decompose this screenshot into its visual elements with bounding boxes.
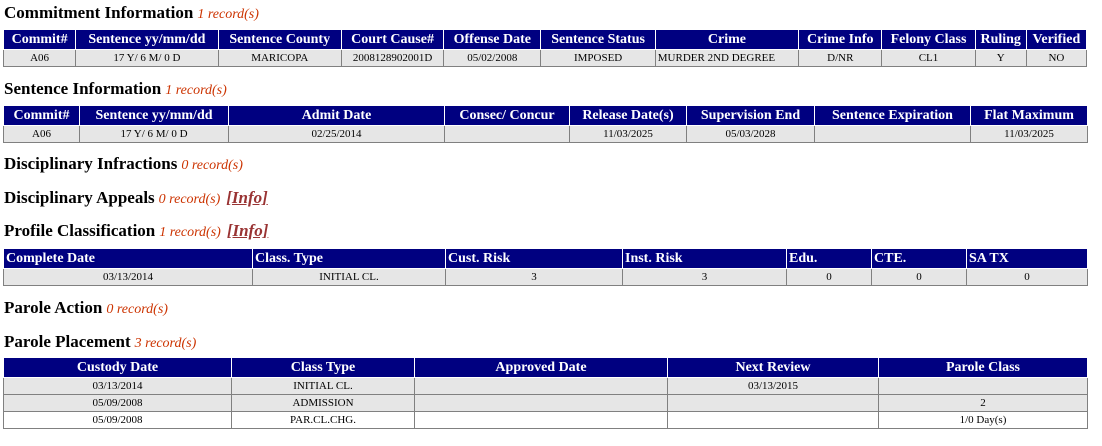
profile-col-edu: Edu. xyxy=(787,249,872,269)
sentence-title: Sentence Information xyxy=(4,79,162,98)
table-row xyxy=(4,269,1088,286)
sentence-col-commit: Commit# xyxy=(4,106,80,126)
table-cell-felony-class: CL1 xyxy=(882,50,975,67)
commitment-col-verified: Verified xyxy=(1026,30,1086,50)
commitment-col-commit: Commit# xyxy=(4,30,76,50)
table-cell-class-type: ADMISSION xyxy=(232,395,415,412)
sentence-col-consec-concur: Consec/ Concur xyxy=(445,106,570,126)
table-cell-sentence-expiration xyxy=(815,126,971,143)
disciplinary-appeals-heading xyxy=(4,187,268,207)
parole-action-record-count: 0 record(s) xyxy=(106,302,168,317)
parole-placement-record-count: 3 record(s) xyxy=(134,336,197,351)
table-cell-inst-risk: 3 xyxy=(623,269,787,286)
commitment-record-count: 1 record(s) xyxy=(197,7,259,22)
table-cell-admit-date: 02/25/2014 xyxy=(229,126,445,143)
table-cell-verified: NO xyxy=(1026,50,1086,67)
table-cell-ruling: Y xyxy=(975,50,1026,67)
disciplinary-infractions-heading xyxy=(4,153,243,173)
parole-placement-col-custody-date: Custody Date xyxy=(4,358,232,378)
parole-placement-header-row xyxy=(4,358,1088,378)
parole-placement-col-class-type: Class Type xyxy=(232,358,415,378)
table-cell-cte: 0 xyxy=(872,269,967,286)
commitment-col-felony-class: Felony Class xyxy=(882,30,975,50)
table-row xyxy=(4,126,1088,143)
table-cell-cust-risk: 3 xyxy=(446,269,623,286)
profile-col-class-type: Class. Type xyxy=(253,249,446,269)
table-cell-sentence-status: IMPOSED xyxy=(541,50,655,67)
profile-classification-title: Profile Classification xyxy=(4,221,156,240)
profile-col-cte: CTE. xyxy=(872,249,967,269)
table-row xyxy=(4,395,1088,412)
table-cell-class-type: INITIAL CL. xyxy=(232,378,415,395)
sentence-col-supervision-end: Supervision End xyxy=(687,106,815,126)
table-cell-release-date-s: 11/03/2025 xyxy=(570,126,687,143)
table-cell-supervision-end: 05/03/2028 xyxy=(687,126,815,143)
table-row xyxy=(4,378,1088,395)
parole-placement-col-approved-date: Approved Date xyxy=(415,358,668,378)
commitment-col-court-cause: Court Cause# xyxy=(341,30,443,50)
parole-placement-col-next-review: Next Review xyxy=(668,358,879,378)
parole-action-title: Parole Action xyxy=(4,298,103,317)
table-cell-custody-date: 05/09/2008 xyxy=(4,412,232,429)
table-cell-crime-info: D/NR xyxy=(799,50,882,67)
table-cell-crime: MURDER 2ND DEGREE xyxy=(655,50,798,67)
sentence-col-flat-maximum: Flat Maximum xyxy=(971,106,1088,126)
table-cell-custody-date: 03/13/2014 xyxy=(4,378,232,395)
disciplinary-appeals-record-count: 0 record(s) xyxy=(158,192,221,207)
parole-action-heading xyxy=(4,297,168,317)
commitment-table xyxy=(3,29,1087,67)
commitment-col-sentence-yy-mm-dd: Sentence yy/mm/dd xyxy=(76,30,218,50)
table-cell-parole-class: 1/0 Day(s) xyxy=(879,412,1088,429)
table-cell-next-review xyxy=(668,412,879,429)
table-cell-approved-date xyxy=(415,378,668,395)
table-cell-parole-class: 2 xyxy=(879,395,1088,412)
sentence-table xyxy=(3,105,1088,143)
profile-classification-record-count: 1 record(s) xyxy=(159,225,221,240)
parole-placement-col-parole-class: Parole Class xyxy=(879,358,1088,378)
commitment-col-crime-info: Crime Info xyxy=(799,30,882,50)
commitment-col-ruling: Ruling xyxy=(975,30,1026,50)
disciplinary-appeals-title: Disciplinary Appeals xyxy=(4,188,155,207)
profile-col-cust-risk: Cust. Risk xyxy=(446,249,623,269)
table-cell-class-type: INITIAL CL. xyxy=(253,269,446,286)
disciplinary-infractions-record-count: 0 record(s) xyxy=(181,158,243,173)
sentence-header-row xyxy=(4,106,1088,126)
commitment-title: Commitment Information xyxy=(4,3,194,22)
table-cell-edu: 0 xyxy=(787,269,872,286)
table-cell-sentence-yy-mm-dd: 17 Y/ 6 M/ 0 D xyxy=(76,50,218,67)
profile-header-row xyxy=(4,249,1088,269)
sentence-col-admit-date: Admit Date xyxy=(229,106,445,126)
table-cell-court-cause: 2008128902001D xyxy=(341,50,443,67)
table-cell-sentence-county: MARICOPA xyxy=(218,50,341,67)
table-cell-sentence-yy-mm-dd: 17 Y/ 6 M/ 0 D xyxy=(80,126,229,143)
table-cell-flat-maximum: 11/03/2025 xyxy=(971,126,1088,143)
profile-classification-table xyxy=(3,248,1088,286)
commitment-header-row xyxy=(4,30,1087,50)
table-cell-next-review xyxy=(668,395,879,412)
commitment-col-offense-date: Offense Date xyxy=(444,30,541,50)
commitment-section-heading xyxy=(4,2,259,22)
parole-placement-title: Parole Placement xyxy=(4,332,131,351)
sentence-col-release-date-s: Release Date(s) xyxy=(570,106,687,126)
profile-classification-info-link[interactable]: [Info] xyxy=(226,221,269,240)
sentence-section-heading xyxy=(4,78,227,98)
table-cell-parole-class xyxy=(879,378,1088,395)
profile-col-inst-risk: Inst. Risk xyxy=(623,249,787,269)
table-cell-complete-date: 03/13/2014 xyxy=(4,269,253,286)
profile-classification-heading xyxy=(4,220,268,240)
disciplinary-infractions-title: Disciplinary Infractions xyxy=(4,154,178,173)
profile-col-sa-tx: SA TX xyxy=(967,249,1088,269)
parole-placement-heading xyxy=(4,331,196,351)
table-cell-custody-date: 05/09/2008 xyxy=(4,395,232,412)
parole-placement-table xyxy=(3,357,1088,429)
table-cell-class-type: PAR.CL.CHG. xyxy=(232,412,415,429)
table-row xyxy=(4,412,1088,429)
table-cell-consec-concur xyxy=(445,126,570,143)
commitment-col-sentence-county: Sentence County xyxy=(218,30,341,50)
sentence-col-sentence-expiration: Sentence Expiration xyxy=(815,106,971,126)
sentence-record-count: 1 record(s) xyxy=(165,83,227,98)
commitment-col-sentence-status: Sentence Status xyxy=(541,30,655,50)
disciplinary-appeals-info-link[interactable]: [Info] xyxy=(226,188,268,207)
table-row xyxy=(4,50,1087,67)
table-cell-offense-date: 05/02/2008 xyxy=(444,50,541,67)
table-cell-sa-tx: 0 xyxy=(967,269,1088,286)
table-cell-commit: A06 xyxy=(4,126,80,143)
table-cell-approved-date xyxy=(415,395,668,412)
table-cell-next-review: 03/13/2015 xyxy=(668,378,879,395)
sentence-col-sentence-yy-mm-dd: Sentence yy/mm/dd xyxy=(80,106,229,126)
table-cell-approved-date xyxy=(415,412,668,429)
profile-col-complete-date: Complete Date xyxy=(4,249,253,269)
table-cell-commit: A06 xyxy=(4,50,76,67)
commitment-col-crime: Crime xyxy=(655,30,798,50)
